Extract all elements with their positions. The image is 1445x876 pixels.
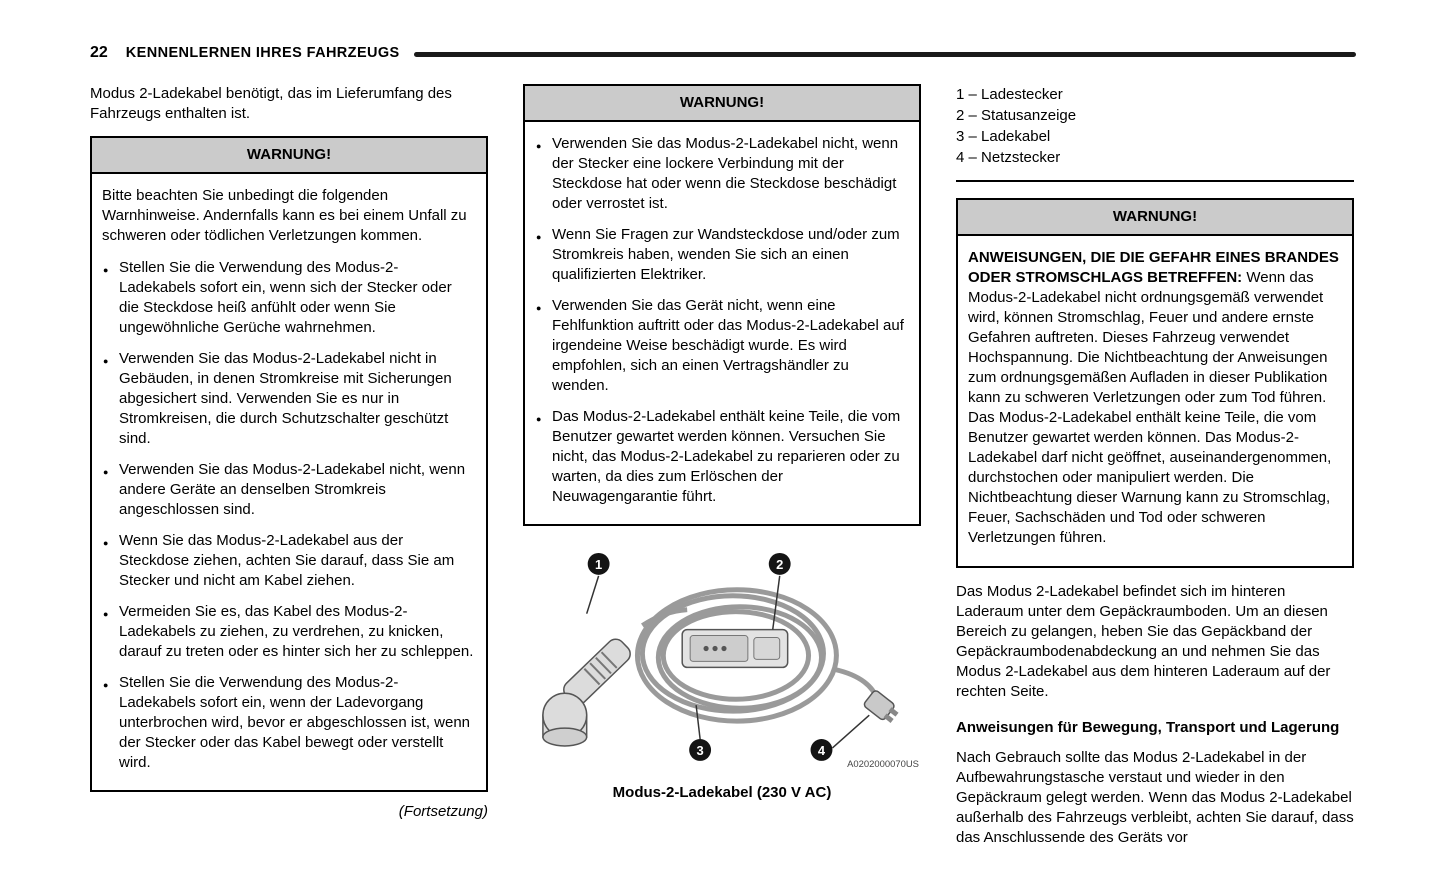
page-content <box>0 62 1445 860</box>
warning-intro: Bitte beachten Sie unbedingt die folgenden Warnhinweise. Andernfalls kann es bei einem Unfall zu schweren oder tödlichen Verletzungen kommen. <box>102 187 467 244</box>
figure-caption: Modus-2-Ladekabel (230 V AC) <box>612 783 832 801</box>
cable-illustration <box>523 548 921 769</box>
body-paragraph: Nach Gebrauch sollte das Modus 2-Ladekabel in der Aufbewahrungstasche verstaut und wieder in den Gepäckraum gelegt werden. Wenn das Modus 2-Ladekabel außerhalb des Fahrzeugs verbleibt, achten Sie darauf, dass das Anschlussende des Geräts vor <box>956 749 1354 846</box>
middle-column <box>523 84 921 860</box>
svg-text:1: 1 <box>595 556 603 572</box>
figure-callout-4 <box>811 715 870 761</box>
page-header-title: KENNENLERNEN IHRES FAHRZEUGS <box>125 45 400 61</box>
svg-text:3: 3 <box>696 742 704 758</box>
intro-paragraph: Modus 2-Ladekabel benötigt, das im Lieferumfang des Fahrzeugs enthalten ist. <box>90 85 452 122</box>
warning-title: WARNUNG! <box>92 138 486 174</box>
bullet-item: ● Das Modus-2-Ladekabel enthält keine Teile, die vom Benutzer gewartet werden können. Versuchen Sie nicht, das Modus-2-Ladekabel zu reparieren oder zu warten, da dies zum Erlöschen der Neuwagengarantie führt. <box>535 407 907 507</box>
warning-paragraph <box>968 248 1340 548</box>
bullet-item: ● Wenn Sie das Modus-2-Ladekabel aus der Steckdose ziehen, achten Sie darauf, dass Sie am Stecker und nicht am Kabel ziehen. <box>102 531 474 591</box>
figure-legend <box>956 84 1354 182</box>
warning-body-text: Wenn das Modus-2-Ladekabel nicht ordnungsgemäß verwendet wird, können Stromschlag, Feuer und andere ernste Gefahren auftreten. Dieses Fahrzeug verwendet Hochspannung. Die Nichtbeachtung der Anweisungen zum ordnungsgemäßen Aufladen in dieser Publikation kann zu schweren Verletzungen oder zum Tod führen. Das Modus-2-Ladekabel enthält keine Teile, die vom Benutzer gewartet werden können. Das Modus-2-Ladekabel darf nicht geöffnet, auseinandergenommen, durchstochen oder manipuliert werden. Die Nichtbeachtung dieser Warnung kann zu Stromschlag, Feuer, Sachschäden und Tod oder schweren Verletzungen führen. <box>968 269 1332 546</box>
left-column <box>90 84 488 860</box>
svg-text:4: 4 <box>817 742 826 758</box>
warning-bullet-list <box>102 258 474 773</box>
page-number: 22 <box>90 44 108 61</box>
header-rule <box>414 52 1356 57</box>
bullet-item: ● Wenn Sie Fragen zur Wandsteckdose und/oder zum Stromkreis haben, wenden Sie sich an einen qualifizierten Elektriker. <box>535 225 907 285</box>
figure-callout-1 <box>587 553 610 614</box>
warning-body <box>525 122 919 524</box>
right-column <box>956 84 1354 860</box>
bullet-item: ● Stellen Sie die Verwendung des Modus-2-Ladekabels sofort ein, wenn sich der Stecker oder die Steckdose heiß anfühlt oder wenn Sie ungewöhnliche Gerüche wahrnehmen. <box>102 258 474 338</box>
legend-item: 1 – Ladestecker <box>956 86 1063 103</box>
control-box <box>682 630 787 668</box>
page-header <box>0 0 1445 62</box>
bullet-item: ● Stellen Sie die Verwendung des Modus-2-Ladekabels sofort ein, wenn der Ladevorgang unterbrochen wird, bevor er abgeschlossen ist, wenn der Stecker oder das Kabel bewegt oder verstellt wird. <box>102 673 474 773</box>
charge-connector <box>543 636 634 746</box>
bullet-item: ● Verwenden Sie das Modus-2-Ladekabel nicht in Gebäuden, in denen Stromkreise mit Sicherungen abgesichert sind. Verwenden Sie es nur in Stromkreisen, die durch Schutzschalter geschützt sind. <box>102 349 474 449</box>
warning-box-right <box>956 198 1354 568</box>
bullet-item: ● Verwenden Sie das Gerät nicht, wenn eine Fehlfunktion auftritt oder das Modus-2-Ladekabel auf irgendeine Weise beschädigt wurde. Es wird empfohlen, sich an einen Vertragshändler zu wenden. <box>535 296 907 396</box>
warning-box-left <box>90 136 488 792</box>
section-subheading: Anweisungen für Bewegung, Transport und Lagerung <box>956 719 1340 736</box>
figure-code: A0202000070US <box>847 758 919 769</box>
body-paragraph: Das Modus 2-Ladekabel befindet sich im hinteren Laderaum unter dem Gepäckraumboden. Um an diesen Bereich zu gelangen, heben Sie das Gepäckband der Gepäckraumbodenabdeckung an und nehmen Sie das Modus 2-Ladekabel aus dem hinteren Laderaum auf der rechten Seite. <box>956 583 1331 700</box>
warning-bold-lead: ANWEISUNGEN, DIE DIE GEFAHR EINES BRANDES ODER STROMSCHLAGS BETREFFEN: <box>968 249 1339 286</box>
bullet-item: ● Vermeiden Sie es, das Kabel des Modus-2-Ladekabels zu ziehen, zu verdrehen, zu knicken, darauf zu treten oder es hinter sich her zu schleppen. <box>102 602 474 662</box>
warning-body <box>958 236 1352 566</box>
warning-bullet-list <box>535 134 907 507</box>
warning-title: WARNUNG! <box>958 200 1352 236</box>
legend-item: 3 – Ladekabel <box>956 128 1051 145</box>
wall-plug <box>863 689 901 725</box>
warning-body <box>92 174 486 790</box>
legend-item: 2 – Statusanzeige <box>956 107 1077 124</box>
svg-text:2: 2 <box>776 556 784 572</box>
warning-title: WARNUNG! <box>525 86 919 122</box>
bullet-item: ● Verwenden Sie das Modus-2-Ladekabel nicht, wenn andere Geräte an denselben Stromkreis angeschlossen sind. <box>102 460 474 520</box>
bullet-item: ● Verwenden Sie das Modus-2-Ladekabel nicht, wenn der Stecker eine lockere Verbindung mit der Steckdose hat oder wenn die Steckdose beschädigt oder verrostet ist. <box>535 134 907 214</box>
legend-item: 4 – Netzstecker <box>956 149 1061 166</box>
continuation-note: (Fortsetzung) <box>398 803 488 820</box>
warning-box-middle <box>523 84 921 526</box>
cable-figure <box>523 548 921 803</box>
